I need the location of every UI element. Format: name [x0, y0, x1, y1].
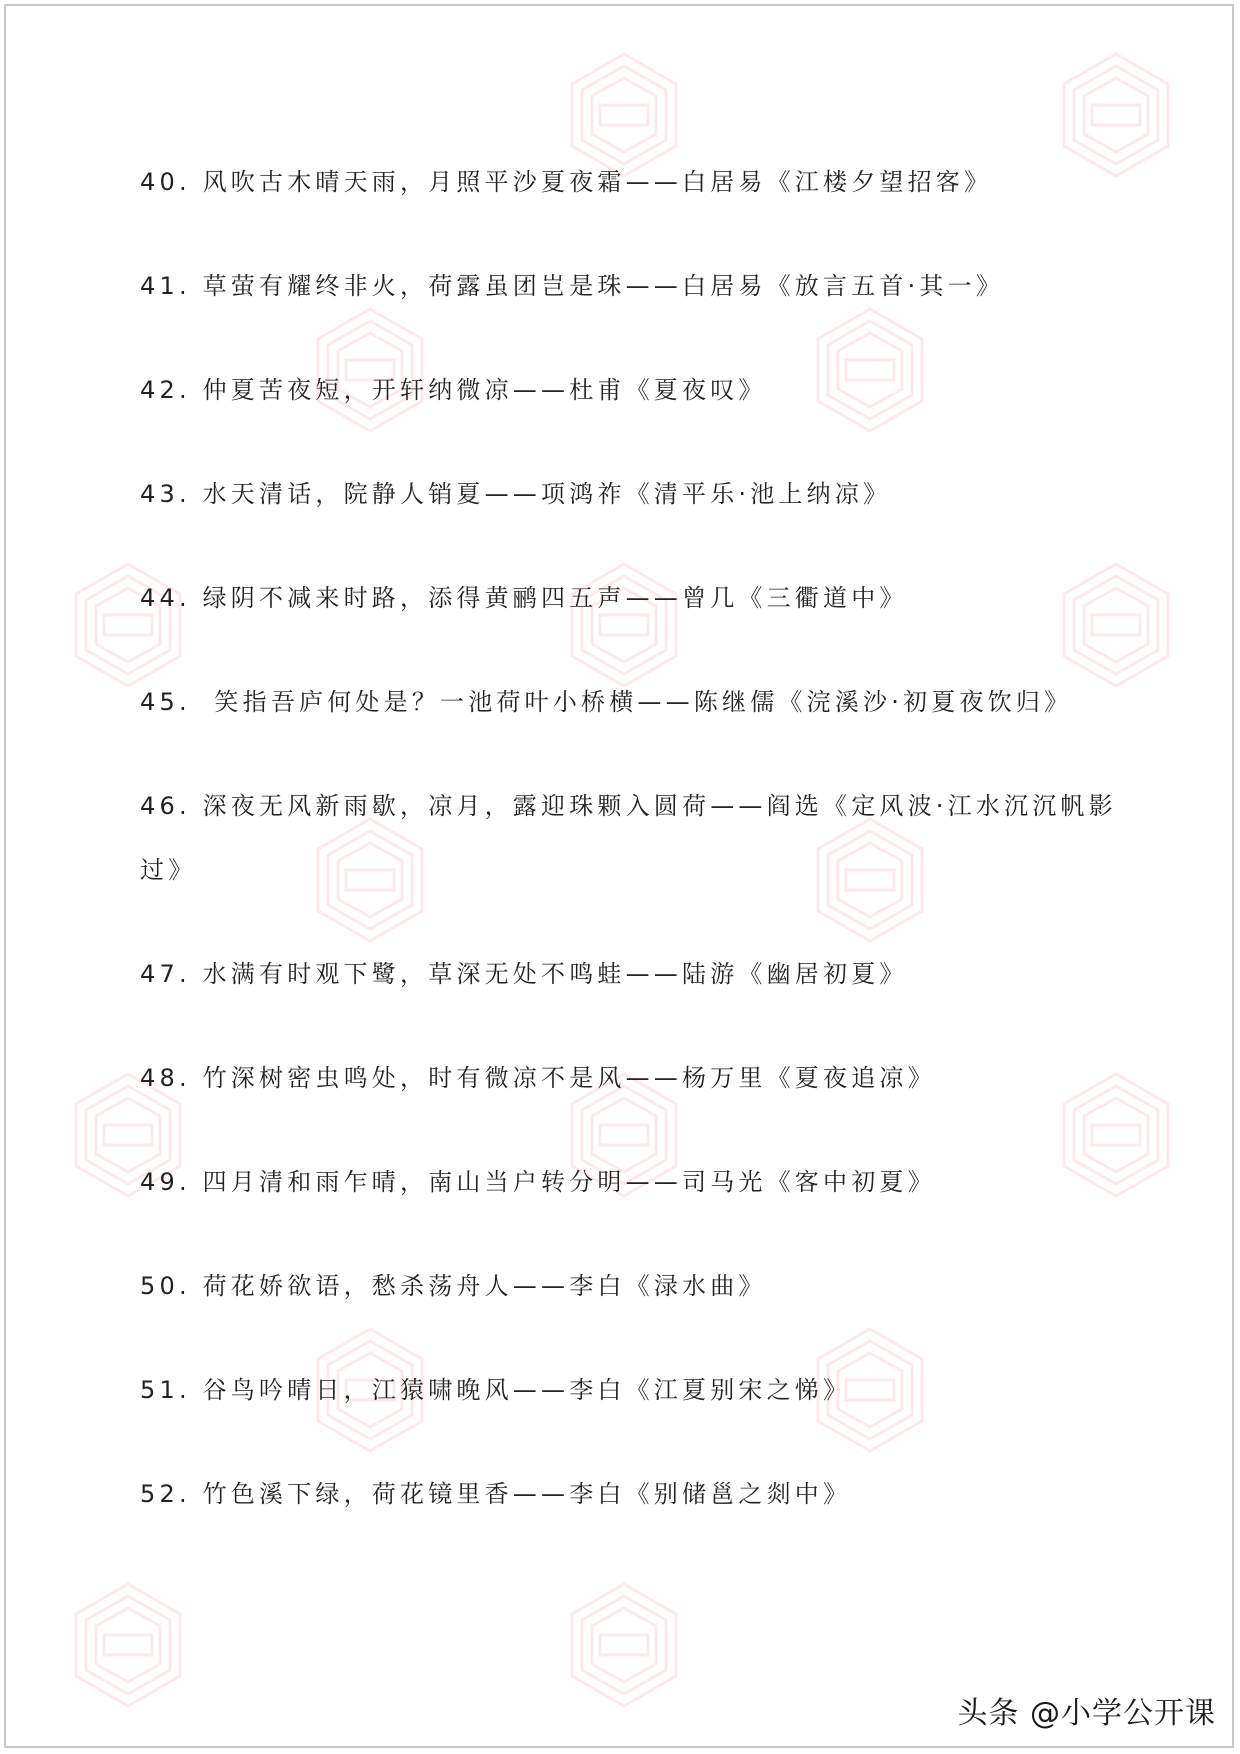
poem-line-52: 52. 竹色溪下绿，荷花镜里香——李白《别储邕之剡中》	[140, 1480, 852, 1508]
poem-line-44: 44. 绿阴不减来时路，添得黄鹂四五声——曾几《三衢道中》	[140, 584, 908, 612]
source-credit: 头条 @小学公开课	[957, 1696, 1216, 1731]
poem-line-47: 47. 水满有时观下鹭，草深无处不鸣蛙——陆游《幽居初夏》	[140, 960, 908, 988]
poem-line-46: 46. 深夜无风新雨歇，凉月，露迎珠颗入圆荷——阎选《定风波·江水沉沉帆影过》	[140, 792, 1117, 884]
poem-line-51: 51. 谷鸟吟晴日，江猿啸晚风——李白《江夏别宋之悌》	[140, 1376, 852, 1404]
poem-line-49: 49. 四月清和雨乍晴，南山当户转分明——司马光《客中初夏》	[140, 1168, 936, 1196]
poem-line-45: 45. 笑指吾庐何处是？一池荷叶小桥横——陈继儒《浣溪沙·初夏夜饮归》	[140, 688, 1073, 716]
poem-line-48: 48. 竹深树密虫鸣处，时有微凉不是风——杨万里《夏夜追凉》	[140, 1064, 936, 1092]
poem-line-50: 50. 荷花娇欲语，愁杀荡舟人——李白《渌水曲》	[140, 1272, 767, 1300]
poem-line-43: 43. 水天清话，院静人销夏——项鸿祚《清平乐·池上纳凉》	[140, 480, 892, 508]
poem-line-42: 42. 仲夏苦夜短，开轩纳微凉——杜甫《夏夜叹》	[140, 376, 767, 404]
poem-line-41: 41. 草萤有耀终非火，荷露虽团岂是珠——白居易《放言五首·其一》	[140, 272, 1005, 300]
poem-line-40: 40. 风吹古木晴天雨，月照平沙夏夜霜——白居易《江楼夕望招客》	[140, 168, 993, 196]
